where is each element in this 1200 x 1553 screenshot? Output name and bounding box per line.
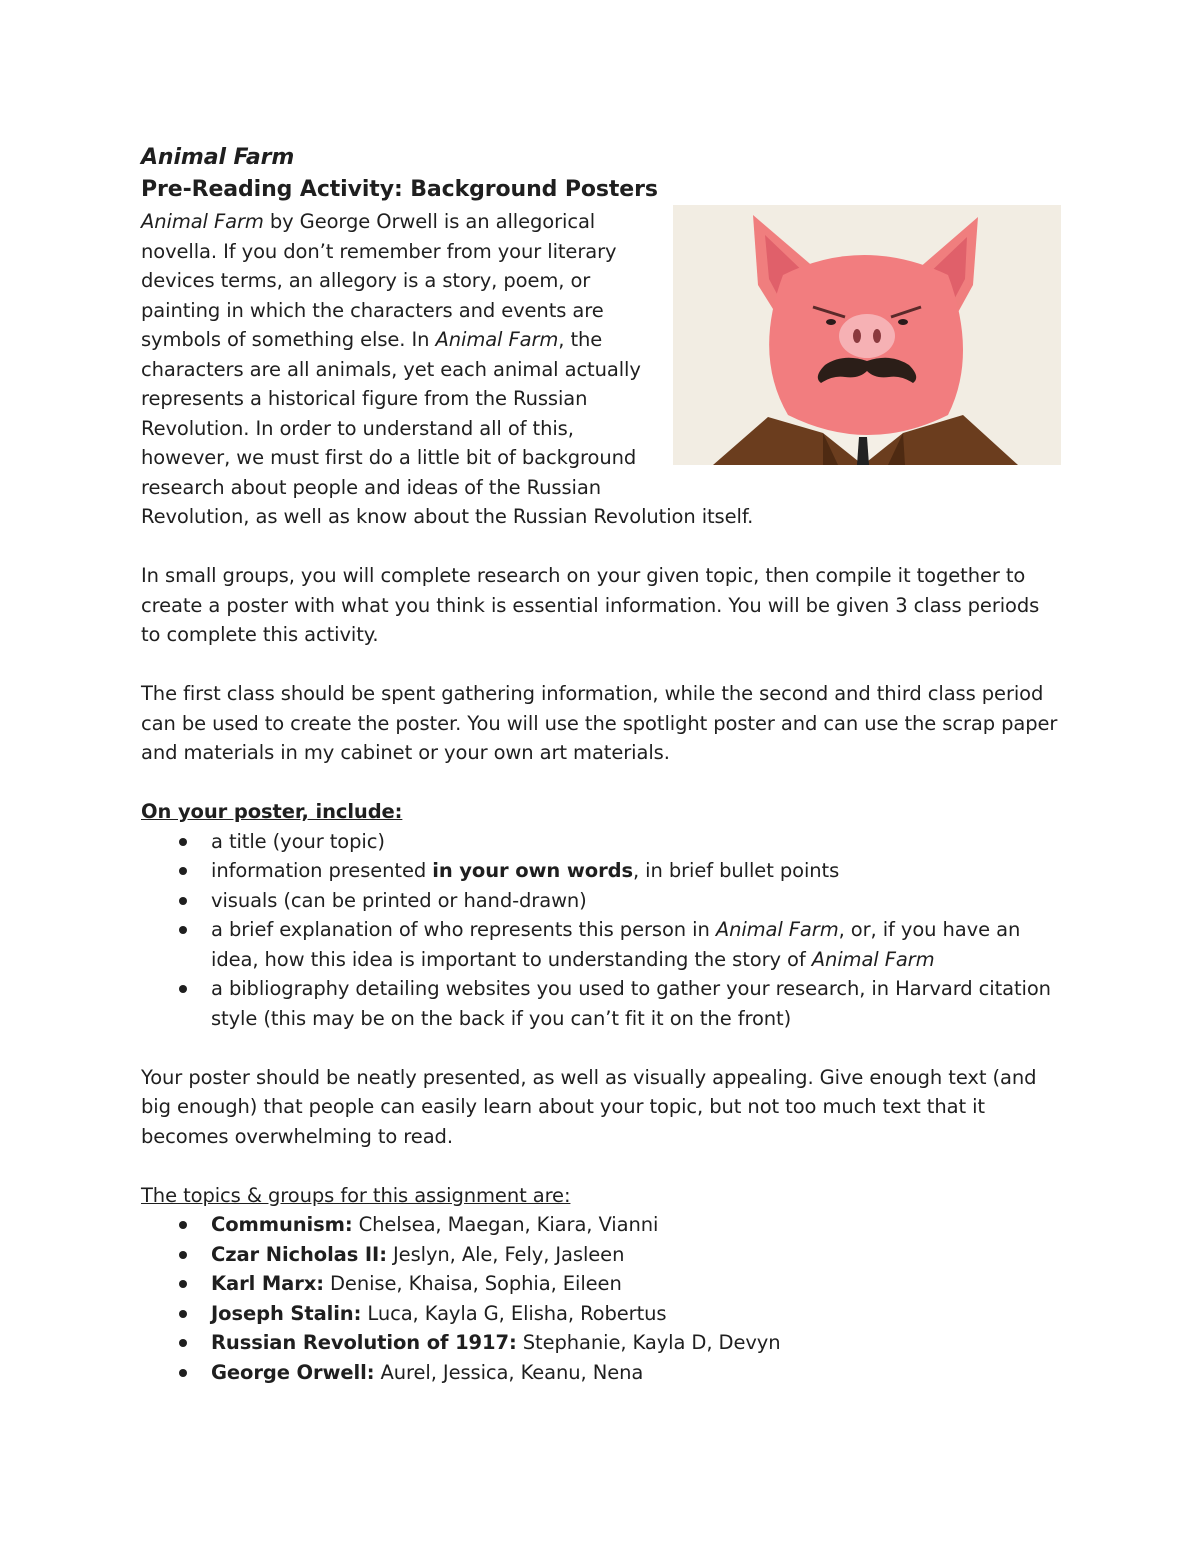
document-body [141, 143, 1061, 1387]
pig-illustration [673, 205, 1061, 465]
topic-name: Czar Nicholas II: [211, 1242, 387, 1266]
poster-item-explanation-pre: a brief explanation of who represents this person in [211, 918, 716, 941]
poster-quality-paragraph: Your poster should be neatly presented, as well as visually appealing. Give enough text (and big enough) that people can easily learn about your topic, but not too much text that it becomes overwhelming to read. [141, 1065, 1037, 1148]
poster-item-explanation-italic: Animal Farm [715, 918, 839, 941]
list-item [141, 974, 1061, 1033]
list-item [141, 827, 1061, 857]
topic-members: Aurel, Jessica, Keanu, Nena [374, 1360, 644, 1384]
poster-item-title: a title (your topic) [211, 829, 385, 853]
topic-item [141, 1240, 1061, 1270]
topic-name: Joseph Stalin: [211, 1301, 362, 1325]
intro-italic-title-2: Animal Farm [435, 328, 559, 351]
topic-name: George Orwell: [211, 1360, 375, 1384]
document-title: Animal Farm [141, 145, 295, 170]
topic-item [141, 1269, 1061, 1299]
poster-include-heading: On your poster, include: [141, 800, 403, 823]
poster-item-info-pre: information presented [211, 859, 433, 882]
topic-members: Denise, Khaisa, Sophia, Eileen [323, 1272, 622, 1295]
poster-item-explanation-mid: , or, if you have an idea, how this idea is important to understanding the story of [211, 918, 1021, 971]
poster-item-info-bold: in your own words [432, 859, 633, 882]
topic-item [141, 1328, 1061, 1358]
poster-item-info-post: , in brief bullet points [632, 859, 840, 882]
topic-item [141, 1358, 1061, 1388]
list-item [141, 886, 1061, 916]
pig-with-mustache-image [673, 205, 1061, 465]
intro-italic-title-1: Animal Farm [141, 210, 264, 233]
topic-name: Russian Revolution of 1917: [211, 1331, 517, 1354]
poster-include-list [141, 827, 1061, 1034]
topic-members: Jeslyn, Ale, Fely, Jasleen [386, 1242, 625, 1266]
topics-heading: The topics & groups for this assignment are: [141, 1183, 571, 1207]
topic-item [141, 1299, 1061, 1329]
topics-list [141, 1210, 1061, 1387]
topic-name: Communism: [211, 1213, 353, 1236]
topic-members: Luca, Kayla G, Elisha, Robertus [361, 1301, 667, 1325]
topic-members: Chelsea, Maegan, Kiara, Vianni [352, 1213, 659, 1236]
poster-item-visuals: visuals (can be printed or hand-drawn) [211, 888, 587, 912]
classes-paragraph: The first class should be spent gathering information, while the second and third class period can be used to create the poster. You will use the spotlight poster and can use the scrap paper and materials in my cabinet or your own art materials. [141, 682, 1058, 764]
list-item [141, 856, 1061, 886]
poster-item-explanation-italic-2: Animal Farm [811, 947, 935, 971]
topic-members: Stephanie, Kayla D, Devyn [516, 1331, 781, 1354]
intro-text-1: by George Orwell is an allegorical novella. If you don’t remember from your literary devices terms, an allegory is a story, poem, or painting in which the characters and events are symbols of something else. In [141, 210, 617, 351]
topic-name: Karl Marx: [211, 1272, 324, 1295]
groups-paragraph: In small groups, you will complete research on your given topic, then compile it together to create a poster with what you think is essential information. You will be given 3 class periods to complete this activity. [141, 564, 1040, 646]
poster-item-bibliography: a bibliography detailing websites you used to gather your research, in Harvard citation style (this may be on the back if you can’t fit it on the front) [211, 977, 1051, 1030]
document-subtitle: Pre-Reading Activity: Background Posters [141, 177, 658, 202]
list-item [141, 915, 1061, 974]
topic-item [141, 1210, 1061, 1240]
intro-text-2: , the characters are all animals, yet each animal actually represents a historical figure from the Russian Revolution. In order to understand all of this, however, we must first do a little bit of background research about people and ideas of the Russian Revolution, as well as know about the Russian Revolution itself. [141, 328, 754, 528]
